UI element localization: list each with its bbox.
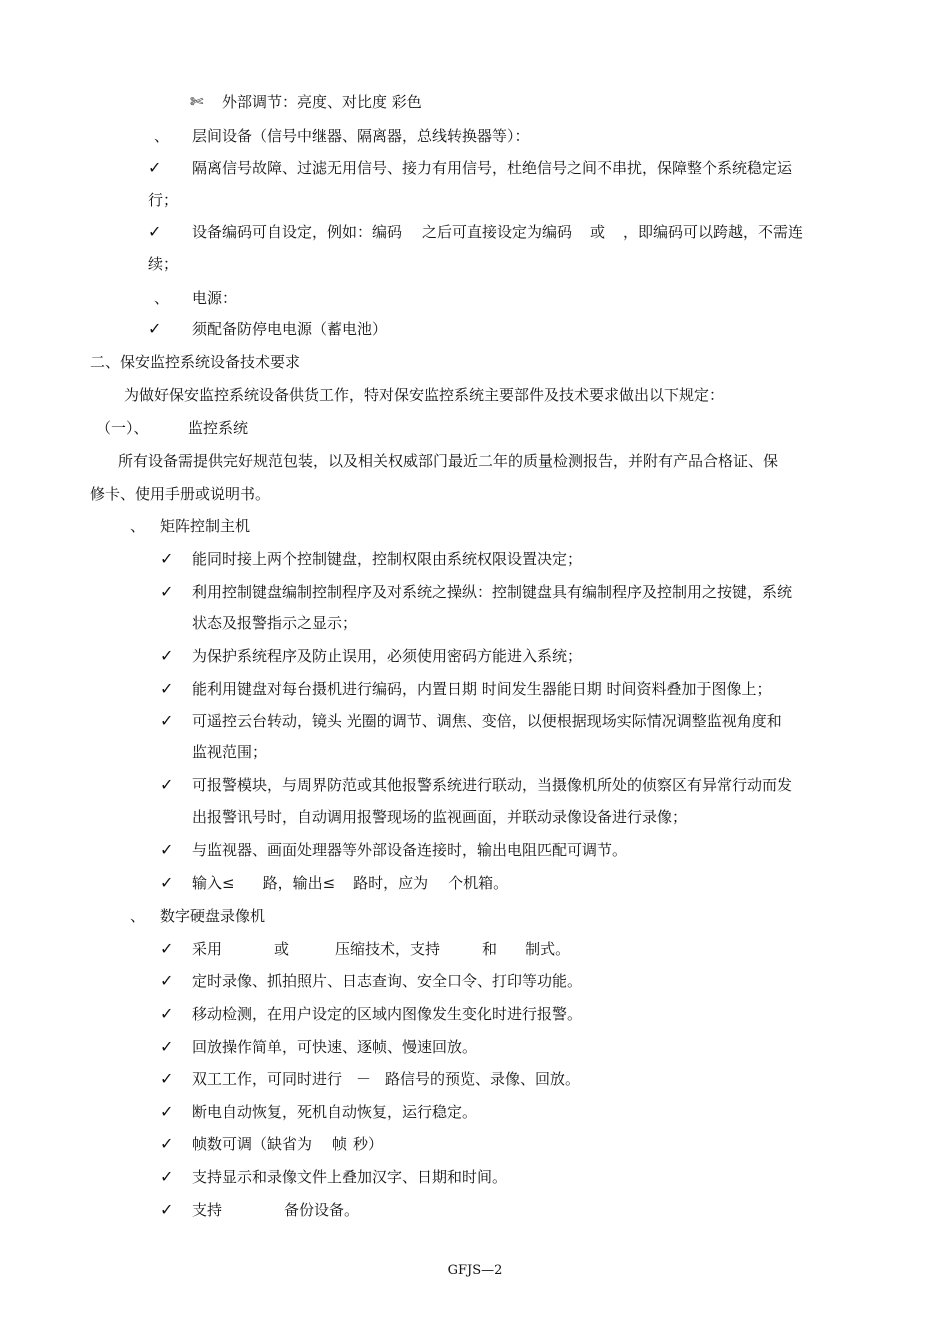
list-marker: 、 [154, 289, 170, 307]
dvr-title: 数字硬盘录像机 [160, 907, 266, 925]
matrix-title: 矩阵控制主机 [160, 517, 251, 535]
list-item: 输入≤ 路，输出≤ 路时，应为 个机箱。 [192, 874, 509, 892]
list-item: 设备编码可自设定，例如：编码 之后可直接设定为编码 或 ，即编码可以跨越，不需连 [192, 223, 804, 241]
check-icon: ✓ [160, 1037, 174, 1056]
list-item: 能利用键盘对每台摄机进行编码，内置日期 时间发生器能日期 时间资料叠加于图像上； [192, 680, 772, 698]
list-item: 采用 或 压缩技术，支持 和 制式。 [192, 940, 571, 958]
check-icon: ✓ [160, 1200, 174, 1219]
check-icon: ✓ [160, 711, 174, 730]
check-icon: ✓ [148, 222, 162, 241]
list-item: 须配备防停电电源（蓄电池） [192, 320, 388, 338]
list-item: 双工工作，可同时进行 － 路信号的预览、录像、回放。 [192, 1070, 581, 1088]
list-marker: 、 [154, 127, 170, 145]
list-item: 回放操作简单，可快速、逐帧、慢速回放。 [192, 1038, 478, 1056]
list-item: 利用控制键盘编制控制程序及对系统之操纵：控制键盘具有编制程序及控制用之按键，系统 [192, 583, 793, 601]
list-item-continuation: 出报警讯号时，自动调用报警现场的监视画面，并联动录像设备进行录像； [192, 808, 688, 826]
list-marker: 、 [130, 907, 146, 925]
scissors-item-text: 外部调节：亮度、对比度 彩色 [222, 93, 422, 111]
check-icon: ✓ [160, 1069, 174, 1088]
sub-heading-title: 监控系统 [188, 419, 249, 437]
check-icon: ✓ [160, 873, 174, 892]
page-footer: GFJS—2 [447, 1263, 503, 1278]
section-intro: 为做好保安监控系统设备供货工作，特对保安监控系统主要部件及技术要求做出以下规定： [124, 386, 725, 404]
list-marker: 、 [130, 517, 146, 535]
check-icon: ✓ [160, 646, 174, 665]
paragraph-continuation: 修卡、使用手册或说明书。 [90, 485, 271, 503]
list-item-continuation: 续； [148, 255, 179, 273]
check-icon: ✓ [160, 775, 174, 794]
list-item-continuation: 监视范围； [192, 743, 268, 761]
check-icon: ✓ [160, 939, 174, 958]
list-item: 能同时接上两个控制键盘，控制权限由系统权限设置决定； [192, 550, 583, 568]
check-icon: ✓ [160, 1167, 174, 1186]
check-icon: ✓ [148, 158, 162, 177]
check-icon: ✓ [160, 549, 174, 568]
check-icon: ✓ [160, 840, 174, 859]
scissors-icon: ✄ [190, 92, 204, 111]
check-icon: ✓ [160, 1134, 174, 1153]
list-item-continuation: 行； [148, 191, 179, 209]
item-title: 层间设备（信号中继器、隔离器，总线转换器等）： [192, 127, 530, 145]
list-item: 帧数可调（缺省为 帧 秒） [192, 1135, 384, 1153]
list-item: 支持 备份设备。 [192, 1201, 360, 1219]
check-icon: ✓ [160, 582, 174, 601]
list-item: 可遥控云台转动，镜头 光圈的调节、调焦、变倍，以便根据现场实际情况调整监视角度和 [192, 712, 782, 730]
list-item-continuation: 状态及报警指示之显示； [192, 614, 358, 632]
list-item: 移动检测，在用户设定的区域内图像发生变化时进行报警。 [192, 1005, 583, 1023]
section-heading: 二、保安监控系统设备技术要求 [90, 353, 301, 371]
check-icon: ✓ [148, 319, 162, 338]
list-item: 支持显示和录像文件上叠加汉字、日期和时间。 [192, 1168, 508, 1186]
list-item: 断电自动恢复，死机自动恢复，运行稳定。 [192, 1103, 478, 1121]
list-item: 可报警模块，与周界防范或其他报警系统进行联动，当摄像机所处的侦察区有异常行动而发 [192, 776, 793, 794]
list-item: 为保护系统程序及防止误用，必须使用密码方能进入系统； [192, 647, 583, 665]
list-item: 隔离信号故障、过滤无用信号、接力有用信号，杜绝信号之间不串扰，保障整个系统稳定运 [192, 159, 793, 177]
paragraph: 所有设备需提供完好规范包装，以及相关权威部门最近二年的质量检测报告，并附有产品合格证、保 [118, 452, 779, 470]
check-icon: ✓ [160, 971, 174, 990]
list-item: 定时录像、抓拍照片、日志查询、安全口令、打印等功能。 [192, 972, 583, 990]
check-icon: ✓ [160, 1004, 174, 1023]
check-icon: ✓ [160, 1102, 174, 1121]
check-icon: ✓ [160, 679, 174, 698]
sub-heading-number: （一）、 [96, 419, 149, 437]
list-item: 与监视器、画面处理器等外部设备连接时，输出电阻匹配可调节。 [192, 841, 628, 859]
item-title: 电源： [192, 289, 238, 307]
